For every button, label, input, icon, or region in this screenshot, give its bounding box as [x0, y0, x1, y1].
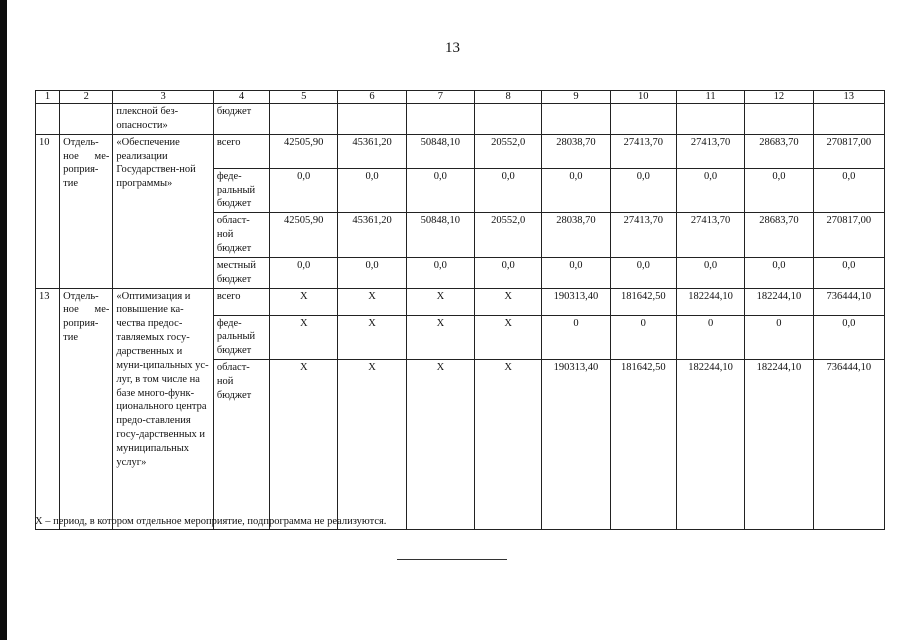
- footnote: Х – период, в котором отдельное мероприятие, подпрограмма не реализуются.: [35, 516, 387, 527]
- value-cell: Х: [338, 360, 406, 530]
- value-cell: Х: [475, 288, 542, 315]
- value-cell: 50848,10: [406, 134, 474, 168]
- value-cell: 0,0: [406, 257, 474, 288]
- value-cell: 190313,40: [542, 288, 610, 315]
- value-cell: 0,0: [270, 257, 338, 288]
- column-header: 3: [113, 91, 213, 104]
- value-cell: 45361,20: [338, 134, 406, 168]
- funding-source: всего: [213, 288, 269, 315]
- value-cell: 27413,70: [610, 213, 676, 258]
- value-cell: 0,0: [610, 168, 676, 213]
- value-cell: 182244,10: [745, 360, 813, 530]
- value-cell: 0: [542, 315, 610, 360]
- value-cell: 0,0: [676, 168, 744, 213]
- value-cell: 0,0: [610, 257, 676, 288]
- value-cell: 0,0: [475, 168, 542, 213]
- value-cell: 736444,10: [813, 288, 884, 315]
- continuation-row: [36, 104, 885, 135]
- table-row: [36, 134, 885, 168]
- value-cell: 182244,10: [676, 360, 744, 530]
- value-cell: 736444,10: [813, 360, 884, 530]
- value-cell: 270817,00: [813, 213, 884, 258]
- funding-source: бюджет: [213, 104, 269, 135]
- value-cell: 42505,90: [270, 213, 338, 258]
- column-header: 6: [338, 91, 406, 104]
- value-cell: 0,0: [813, 168, 884, 213]
- value-cell: 182244,10: [676, 288, 744, 315]
- measure-kind: Отдель-ное ме-роприя-тие: [60, 288, 113, 530]
- value-cell: 0,0: [745, 257, 813, 288]
- column-header: 10: [610, 91, 676, 104]
- value-cell: Х: [475, 360, 542, 530]
- value-cell: 0,0: [406, 168, 474, 213]
- funding-source: феде-ральный бюджет: [213, 315, 269, 360]
- value-cell: 20552,0: [475, 213, 542, 258]
- value-cell: 0,0: [676, 257, 744, 288]
- funding-source: област-ной бюджет: [213, 360, 269, 530]
- value-cell: 270817,00: [813, 134, 884, 168]
- value-cell: 27413,70: [610, 134, 676, 168]
- value-cell: 0,0: [338, 257, 406, 288]
- value-cell: 181642,50: [610, 360, 676, 530]
- value-cell: 0,0: [813, 257, 884, 288]
- value-cell: 0,0: [270, 168, 338, 213]
- row-number: 10: [36, 134, 60, 288]
- value-cell: 28683,70: [745, 213, 813, 258]
- column-header: 11: [676, 91, 744, 104]
- value-cell: 0,0: [542, 168, 610, 213]
- value-cell: Х: [338, 288, 406, 315]
- budget-table: [35, 90, 885, 530]
- value-cell: 20552,0: [475, 134, 542, 168]
- scan-edge: [0, 0, 7, 640]
- value-cell: 28038,70: [542, 134, 610, 168]
- funding-source: всего: [213, 134, 269, 168]
- value-cell: Х: [406, 315, 474, 360]
- column-header: 5: [270, 91, 338, 104]
- value-cell: 0,0: [745, 168, 813, 213]
- value-cell: Х: [270, 360, 338, 530]
- column-header: 7: [406, 91, 474, 104]
- value-cell: 0: [676, 315, 744, 360]
- value-cell: Х: [270, 288, 338, 315]
- value-cell: 27413,70: [676, 134, 744, 168]
- funding-source: местный бюджет: [213, 257, 269, 288]
- value-cell: Х: [338, 315, 406, 360]
- value-cell: Х: [475, 315, 542, 360]
- value-cell: 0: [745, 315, 813, 360]
- value-cell: 50848,10: [406, 213, 474, 258]
- column-header: 13: [813, 91, 884, 104]
- value-cell: 0,0: [475, 257, 542, 288]
- value-cell: 0: [610, 315, 676, 360]
- value-cell: 0,0: [813, 315, 884, 360]
- column-header: 1: [36, 91, 60, 104]
- value-cell: Х: [406, 360, 474, 530]
- column-header: 8: [475, 91, 542, 104]
- value-cell: 182244,10: [745, 288, 813, 315]
- page-number: 13: [445, 40, 460, 56]
- value-cell: 190313,40: [542, 360, 610, 530]
- measure-name: «Обеспечение реализации Государствен-ной программы»: [113, 134, 213, 288]
- column-header: 2: [60, 91, 113, 104]
- funding-source: феде-ральный бюджет: [213, 168, 269, 213]
- value-cell: 181642,50: [610, 288, 676, 315]
- row-number: 13: [36, 288, 60, 530]
- value-cell: Х: [406, 288, 474, 315]
- value-cell: 45361,20: [338, 213, 406, 258]
- value-cell: 0,0: [542, 257, 610, 288]
- table-row: [36, 288, 885, 315]
- separator-line: [397, 559, 507, 560]
- value-cell: 42505,90: [270, 134, 338, 168]
- measure-name: «Оптимизация и повышение ка-чества предос-тавляемых госу-дарственных и муни-ципальных ус-луг, в том числе на базе много-функ-ционального центра предо-ставления госу-дарственных и муниципальных услуг»: [113, 288, 213, 530]
- value-cell: 28683,70: [745, 134, 813, 168]
- funding-source: област-ной бюджет: [213, 213, 269, 258]
- measure-name-continued: плексной без-опасности»: [113, 104, 213, 135]
- value-cell: Х: [270, 315, 338, 360]
- value-cell: 27413,70: [676, 213, 744, 258]
- measure-kind: Отдель-ное ме-роприя-тие: [60, 134, 113, 288]
- value-cell: 28038,70: [542, 213, 610, 258]
- value-cell: 0,0: [338, 168, 406, 213]
- column-header: 9: [542, 91, 610, 104]
- column-header: 4: [213, 91, 269, 104]
- column-number-row: [36, 91, 885, 104]
- column-header: 12: [745, 91, 813, 104]
